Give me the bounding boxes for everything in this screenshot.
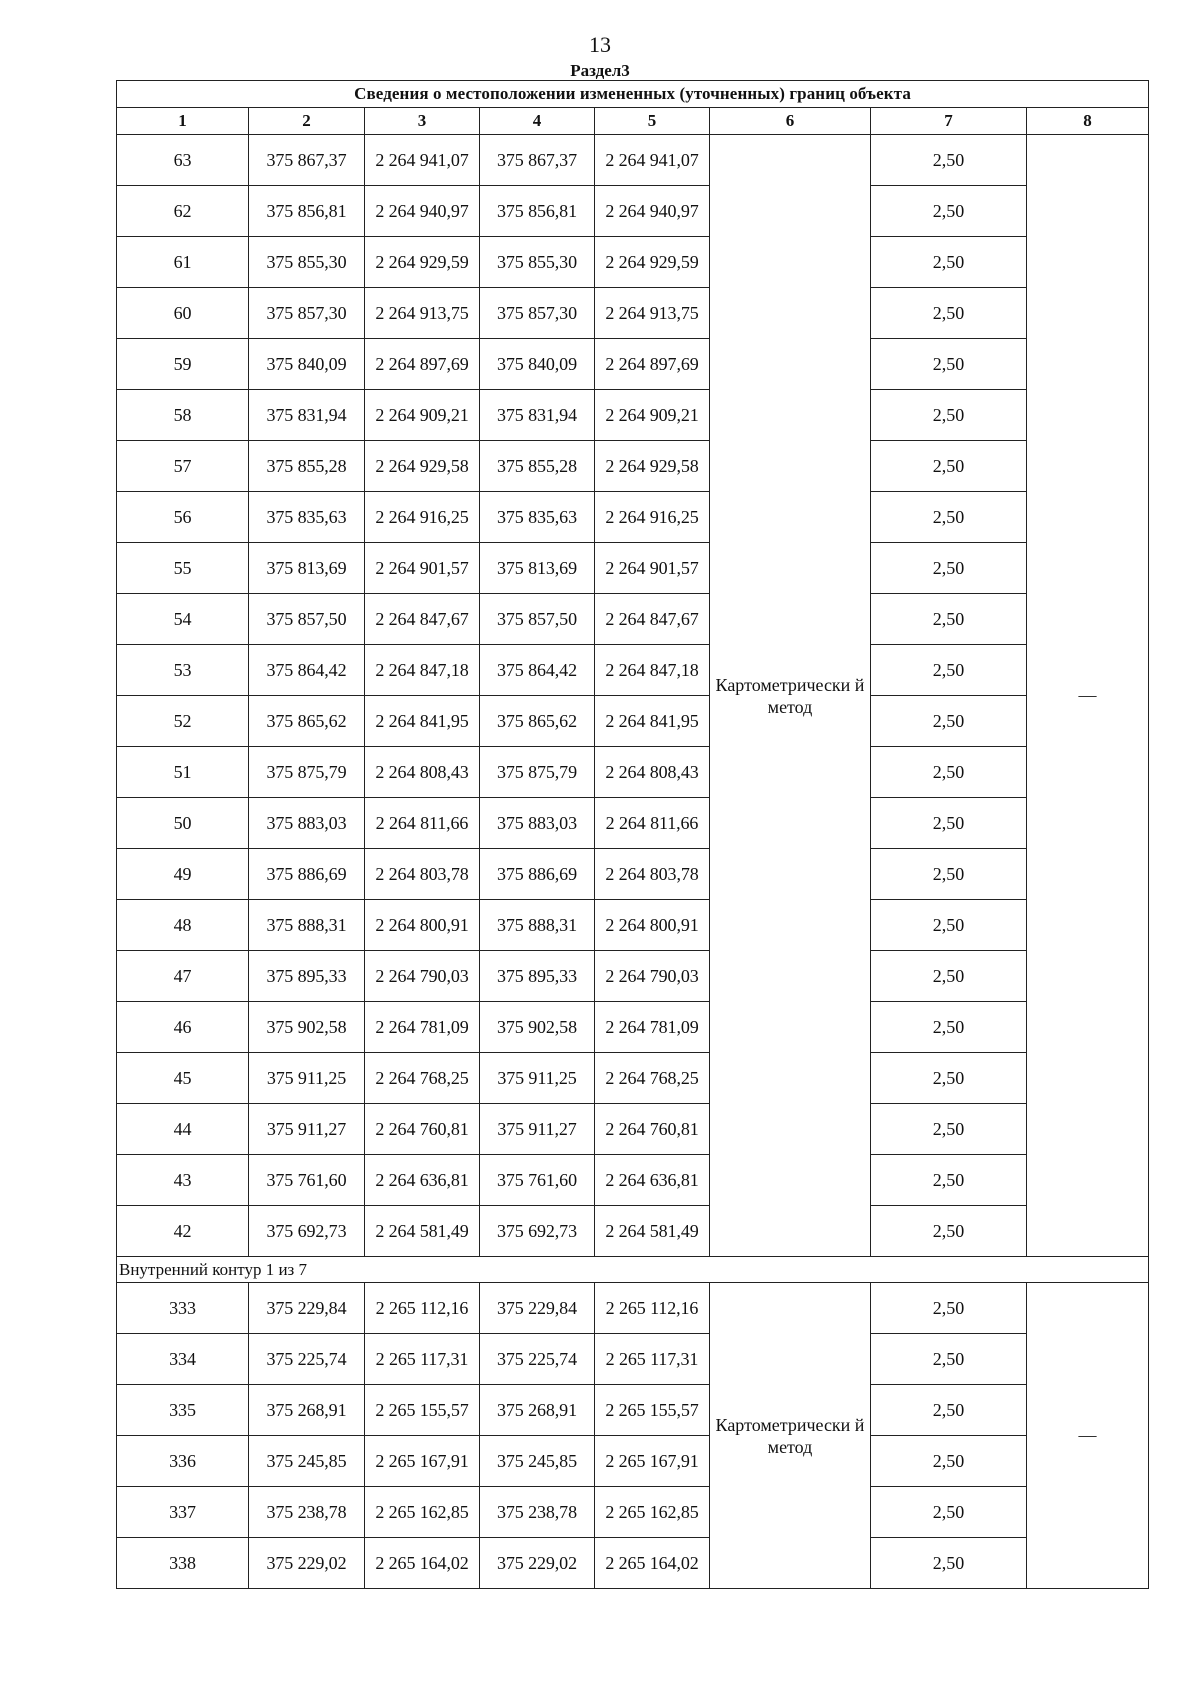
x-old-coordinate: 375 835,63 xyxy=(249,492,365,543)
y-new-coordinate: 2 264 847,67 xyxy=(595,594,710,645)
y-old-coordinate: 2 264 781,09 xyxy=(365,1002,480,1053)
y-new-coordinate: 2 264 941,07 xyxy=(595,135,710,186)
method-cell: Картометрически й метод xyxy=(710,1283,871,1589)
y-new-coordinate: 2 264 760,81 xyxy=(595,1104,710,1155)
y-new-coordinate: 2 264 847,18 xyxy=(595,645,710,696)
accuracy-value: 2,50 xyxy=(871,645,1027,696)
accuracy-value: 2,50 xyxy=(871,798,1027,849)
note-cell: — xyxy=(1027,135,1149,1257)
table-row xyxy=(117,1002,1149,1053)
point-number: 333 xyxy=(117,1283,249,1334)
x-new-coordinate: 375 238,78 xyxy=(480,1487,595,1538)
column-number: 4 xyxy=(480,108,595,135)
y-old-coordinate: 2 264 768,25 xyxy=(365,1053,480,1104)
column-number: 5 xyxy=(595,108,710,135)
y-new-coordinate: 2 264 781,09 xyxy=(595,1002,710,1053)
y-old-coordinate: 2 265 112,16 xyxy=(365,1283,480,1334)
x-old-coordinate: 375 883,03 xyxy=(249,798,365,849)
column-number: 3 xyxy=(365,108,480,135)
table-row xyxy=(117,492,1149,543)
x-new-coordinate: 375 761,60 xyxy=(480,1155,595,1206)
accuracy-value: 2,50 xyxy=(871,1206,1027,1257)
y-new-coordinate: 2 265 167,91 xyxy=(595,1436,710,1487)
table-row xyxy=(117,186,1149,237)
accuracy-value: 2,50 xyxy=(871,441,1027,492)
table-row xyxy=(117,390,1149,441)
accuracy-value: 2,50 xyxy=(871,339,1027,390)
y-new-coordinate: 2 265 162,85 xyxy=(595,1487,710,1538)
point-number: 55 xyxy=(117,543,249,594)
y-old-coordinate: 2 264 909,21 xyxy=(365,390,480,441)
table-row xyxy=(117,135,1149,186)
y-old-coordinate: 2 264 929,58 xyxy=(365,441,480,492)
accuracy-value: 2,50 xyxy=(871,1436,1027,1487)
x-new-coordinate: 375 857,50 xyxy=(480,594,595,645)
column-number: 8 xyxy=(1027,108,1149,135)
accuracy-value: 2,50 xyxy=(871,1334,1027,1385)
y-new-coordinate: 2 264 901,57 xyxy=(595,543,710,594)
table-row xyxy=(117,1436,1149,1487)
accuracy-value: 2,50 xyxy=(871,1385,1027,1436)
table-row xyxy=(117,288,1149,339)
accuracy-value: 2,50 xyxy=(871,951,1027,1002)
y-old-coordinate: 2 264 800,91 xyxy=(365,900,480,951)
page-number: 13 xyxy=(589,32,611,57)
column-number: 6 xyxy=(710,108,871,135)
table-row xyxy=(117,543,1149,594)
point-number: 54 xyxy=(117,594,249,645)
x-old-coordinate: 375 902,58 xyxy=(249,1002,365,1053)
table-row xyxy=(117,1283,1149,1334)
x-new-coordinate: 375 875,79 xyxy=(480,747,595,798)
point-number: 62 xyxy=(117,186,249,237)
x-old-coordinate: 375 692,73 xyxy=(249,1206,365,1257)
table-row xyxy=(117,594,1149,645)
x-new-coordinate: 375 911,25 xyxy=(480,1053,595,1104)
table-row xyxy=(117,339,1149,390)
accuracy-value: 2,50 xyxy=(871,390,1027,441)
x-old-coordinate: 375 268,91 xyxy=(249,1385,365,1436)
x-old-coordinate: 375 864,42 xyxy=(249,645,365,696)
point-number: 51 xyxy=(117,747,249,798)
point-number: 57 xyxy=(117,441,249,492)
accuracy-value: 2,50 xyxy=(871,1538,1027,1589)
x-new-coordinate: 375 225,74 xyxy=(480,1334,595,1385)
point-number: 59 xyxy=(117,339,249,390)
point-number: 44 xyxy=(117,1104,249,1155)
y-new-coordinate: 2 264 768,25 xyxy=(595,1053,710,1104)
y-old-coordinate: 2 264 808,43 xyxy=(365,747,480,798)
x-old-coordinate: 375 911,27 xyxy=(249,1104,365,1155)
table-title: Сведения о местоположении измененных (уточненных) границ объекта xyxy=(117,81,1149,108)
x-old-coordinate: 375 895,33 xyxy=(249,951,365,1002)
table-row xyxy=(117,1206,1149,1257)
y-old-coordinate: 2 264 760,81 xyxy=(365,1104,480,1155)
accuracy-value: 2,50 xyxy=(871,1283,1027,1334)
x-old-coordinate: 375 856,81 xyxy=(249,186,365,237)
table-row xyxy=(117,696,1149,747)
y-old-coordinate: 2 264 901,57 xyxy=(365,543,480,594)
y-new-coordinate: 2 264 909,21 xyxy=(595,390,710,441)
table-row xyxy=(117,849,1149,900)
point-number: 46 xyxy=(117,1002,249,1053)
table-row xyxy=(117,798,1149,849)
accuracy-value: 2,50 xyxy=(871,747,1027,798)
table-row xyxy=(117,1053,1149,1104)
y-new-coordinate: 2 264 581,49 xyxy=(595,1206,710,1257)
accuracy-value: 2,50 xyxy=(871,1487,1027,1538)
accuracy-value: 2,50 xyxy=(871,288,1027,339)
accuracy-value: 2,50 xyxy=(871,849,1027,900)
x-old-coordinate: 375 245,85 xyxy=(249,1436,365,1487)
x-old-coordinate: 375 855,28 xyxy=(249,441,365,492)
point-number: 58 xyxy=(117,390,249,441)
x-new-coordinate: 375 867,37 xyxy=(480,135,595,186)
x-old-coordinate: 375 840,09 xyxy=(249,339,365,390)
x-old-coordinate: 375 865,62 xyxy=(249,696,365,747)
x-new-coordinate: 375 911,27 xyxy=(480,1104,595,1155)
point-number: 47 xyxy=(117,951,249,1002)
y-new-coordinate: 2 264 940,97 xyxy=(595,186,710,237)
y-new-coordinate: 2 264 800,91 xyxy=(595,900,710,951)
x-old-coordinate: 375 229,84 xyxy=(249,1283,365,1334)
point-number: 336 xyxy=(117,1436,249,1487)
accuracy-value: 2,50 xyxy=(871,543,1027,594)
method-cell: Картометрически й метод xyxy=(710,135,871,1257)
x-old-coordinate: 375 229,02 xyxy=(249,1538,365,1589)
y-new-coordinate: 2 264 929,58 xyxy=(595,441,710,492)
boundary-coordinates-table xyxy=(116,80,1149,1589)
x-new-coordinate: 375 840,09 xyxy=(480,339,595,390)
x-new-coordinate: 375 229,84 xyxy=(480,1283,595,1334)
y-old-coordinate: 2 264 636,81 xyxy=(365,1155,480,1206)
point-number: 334 xyxy=(117,1334,249,1385)
x-old-coordinate: 375 911,25 xyxy=(249,1053,365,1104)
y-new-coordinate: 2 264 808,43 xyxy=(595,747,710,798)
column-number: 7 xyxy=(871,108,1027,135)
y-old-coordinate: 2 264 790,03 xyxy=(365,951,480,1002)
table-row xyxy=(117,1334,1149,1385)
y-old-coordinate: 2 264 929,59 xyxy=(365,237,480,288)
y-old-coordinate: 2 264 841,95 xyxy=(365,696,480,747)
y-old-coordinate: 2 265 164,02 xyxy=(365,1538,480,1589)
table-row xyxy=(117,900,1149,951)
y-new-coordinate: 2 264 803,78 xyxy=(595,849,710,900)
x-new-coordinate: 375 268,91 xyxy=(480,1385,595,1436)
x-old-coordinate: 375 867,37 xyxy=(249,135,365,186)
accuracy-value: 2,50 xyxy=(871,492,1027,543)
x-new-coordinate: 375 855,28 xyxy=(480,441,595,492)
y-old-coordinate: 2 265 162,85 xyxy=(365,1487,480,1538)
y-old-coordinate: 2 265 167,91 xyxy=(365,1436,480,1487)
y-new-coordinate: 2 265 164,02 xyxy=(595,1538,710,1589)
y-new-coordinate: 2 265 112,16 xyxy=(595,1283,710,1334)
y-old-coordinate: 2 264 941,07 xyxy=(365,135,480,186)
accuracy-value: 2,50 xyxy=(871,186,1027,237)
x-old-coordinate: 375 238,78 xyxy=(249,1487,365,1538)
x-old-coordinate: 375 888,31 xyxy=(249,900,365,951)
y-new-coordinate: 2 264 636,81 xyxy=(595,1155,710,1206)
x-new-coordinate: 375 864,42 xyxy=(480,645,595,696)
y-old-coordinate: 2 264 581,49 xyxy=(365,1206,480,1257)
x-new-coordinate: 375 835,63 xyxy=(480,492,595,543)
x-new-coordinate: 375 857,30 xyxy=(480,288,595,339)
accuracy-value: 2,50 xyxy=(871,237,1027,288)
point-number: 56 xyxy=(117,492,249,543)
accuracy-value: 2,50 xyxy=(871,135,1027,186)
table-row xyxy=(117,441,1149,492)
x-old-coordinate: 375 225,74 xyxy=(249,1334,365,1385)
x-new-coordinate: 375 831,94 xyxy=(480,390,595,441)
table-row xyxy=(117,747,1149,798)
point-number: 42 xyxy=(117,1206,249,1257)
accuracy-value: 2,50 xyxy=(871,900,1027,951)
point-number: 63 xyxy=(117,135,249,186)
table-row xyxy=(117,237,1149,288)
table-row xyxy=(117,1155,1149,1206)
column-number: 2 xyxy=(249,108,365,135)
y-new-coordinate: 2 265 155,57 xyxy=(595,1385,710,1436)
x-old-coordinate: 375 813,69 xyxy=(249,543,365,594)
table-row xyxy=(117,1487,1149,1538)
point-number: 335 xyxy=(117,1385,249,1436)
x-old-coordinate: 375 831,94 xyxy=(249,390,365,441)
x-old-coordinate: 375 857,30 xyxy=(249,288,365,339)
column-number-row xyxy=(117,108,1149,135)
point-number: 52 xyxy=(117,696,249,747)
table-row xyxy=(117,1538,1149,1589)
y-old-coordinate: 2 264 940,97 xyxy=(365,186,480,237)
y-old-coordinate: 2 265 117,31 xyxy=(365,1334,480,1385)
x-old-coordinate: 375 857,50 xyxy=(249,594,365,645)
y-new-coordinate: 2 264 929,59 xyxy=(595,237,710,288)
inner-contour-body xyxy=(117,1283,1149,1589)
accuracy-value: 2,50 xyxy=(871,696,1027,747)
accuracy-value: 2,50 xyxy=(871,1155,1027,1206)
y-new-coordinate: 2 264 897,69 xyxy=(595,339,710,390)
y-old-coordinate: 2 264 897,69 xyxy=(365,339,480,390)
point-number: 45 xyxy=(117,1053,249,1104)
x-new-coordinate: 375 888,31 xyxy=(480,900,595,951)
outer-contour-body xyxy=(117,135,1149,1257)
x-new-coordinate: 375 813,69 xyxy=(480,543,595,594)
x-new-coordinate: 375 245,85 xyxy=(480,1436,595,1487)
y-old-coordinate: 2 264 847,18 xyxy=(365,645,480,696)
point-number: 61 xyxy=(117,237,249,288)
x-old-coordinate: 375 875,79 xyxy=(249,747,365,798)
y-old-coordinate: 2 264 847,67 xyxy=(365,594,480,645)
x-new-coordinate: 375 883,03 xyxy=(480,798,595,849)
x-new-coordinate: 375 855,30 xyxy=(480,237,595,288)
accuracy-value: 2,50 xyxy=(871,594,1027,645)
y-old-coordinate: 2 265 155,57 xyxy=(365,1385,480,1436)
y-new-coordinate: 2 265 117,31 xyxy=(595,1334,710,1385)
accuracy-value: 2,50 xyxy=(871,1104,1027,1155)
inner-contour-header xyxy=(117,1257,1149,1283)
x-new-coordinate: 375 856,81 xyxy=(480,186,595,237)
accuracy-value: 2,50 xyxy=(871,1002,1027,1053)
table-row xyxy=(117,1104,1149,1155)
inner-contour-label: Внутренний контур 1 из 7 xyxy=(117,1257,1149,1283)
section-title: Раздел3 xyxy=(570,61,630,80)
note-cell: — xyxy=(1027,1283,1149,1589)
y-old-coordinate: 2 264 803,78 xyxy=(365,849,480,900)
y-new-coordinate: 2 264 790,03 xyxy=(595,951,710,1002)
x-new-coordinate: 375 895,33 xyxy=(480,951,595,1002)
point-number: 53 xyxy=(117,645,249,696)
x-new-coordinate: 375 902,58 xyxy=(480,1002,595,1053)
x-old-coordinate: 375 855,30 xyxy=(249,237,365,288)
point-number: 338 xyxy=(117,1538,249,1589)
y-old-coordinate: 2 264 913,75 xyxy=(365,288,480,339)
x-new-coordinate: 375 886,69 xyxy=(480,849,595,900)
x-new-coordinate: 375 692,73 xyxy=(480,1206,595,1257)
point-number: 50 xyxy=(117,798,249,849)
table-row xyxy=(117,951,1149,1002)
accuracy-value: 2,50 xyxy=(871,1053,1027,1104)
y-old-coordinate: 2 264 916,25 xyxy=(365,492,480,543)
y-new-coordinate: 2 264 913,75 xyxy=(595,288,710,339)
y-new-coordinate: 2 264 811,66 xyxy=(595,798,710,849)
point-number: 43 xyxy=(117,1155,249,1206)
point-number: 337 xyxy=(117,1487,249,1538)
y-new-coordinate: 2 264 916,25 xyxy=(595,492,710,543)
column-number: 1 xyxy=(117,108,249,135)
x-old-coordinate: 375 761,60 xyxy=(249,1155,365,1206)
point-number: 60 xyxy=(117,288,249,339)
y-old-coordinate: 2 264 811,66 xyxy=(365,798,480,849)
table-row xyxy=(117,645,1149,696)
y-new-coordinate: 2 264 841,95 xyxy=(595,696,710,747)
x-old-coordinate: 375 886,69 xyxy=(249,849,365,900)
point-number: 49 xyxy=(117,849,249,900)
x-new-coordinate: 375 865,62 xyxy=(480,696,595,747)
table-row xyxy=(117,1385,1149,1436)
point-number: 48 xyxy=(117,900,249,951)
x-new-coordinate: 375 229,02 xyxy=(480,1538,595,1589)
